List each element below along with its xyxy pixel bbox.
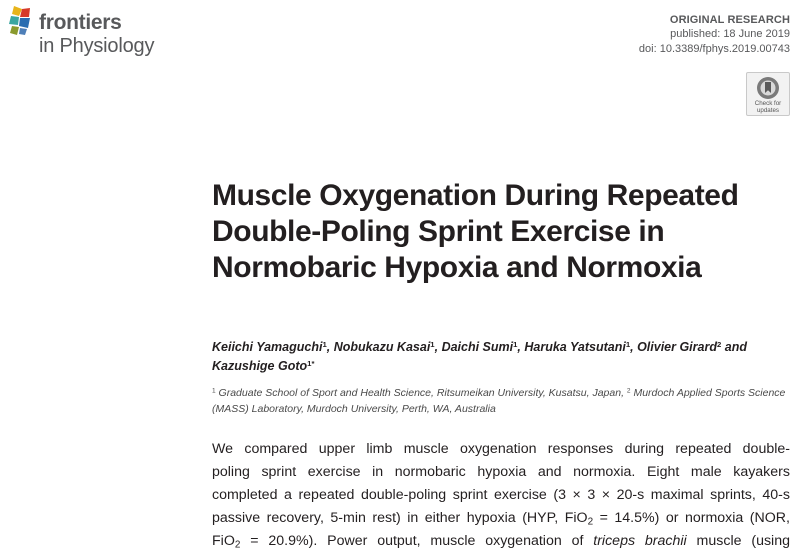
doi-link[interactable]: doi: 10.3389/fphys.2019.00743 [638, 43, 790, 55]
abstract-line: completed a repeated double-poling sprint exercise (3 × 3 × 20-s maximal sprints, 40-s [212, 487, 790, 503]
abstract [212, 438, 790, 553]
check-for-updates-button[interactable] [746, 72, 790, 116]
author-name[interactable]: Keiichi Yamaguchi [212, 340, 323, 354]
affiliation-text: Graduate School of Sport and Health Science, Ritsumeikan University, Kusatsu, Japan, [218, 387, 624, 399]
author-name[interactable]: Daichi Sumi [441, 340, 514, 354]
check-updates-label: Check for updates [754, 100, 782, 114]
abstract-line: FiO$_2$ = 20.9%). Power output, muscle oxygenation of triceps brachii muscle (using [212, 533, 790, 551]
affiliations: $^1$ Graduate School of Sport and Health Science, Ritsumeikan University, Kusatsu, Japan, $^2$ Murdoch Applied Sports Science (MASS) Laboratory, Murdoch University, Perth, WA, Australia [212, 387, 786, 415]
affiliation-text: Murdoch Applied Sports Science (MASS) Laboratory, Murdoch University, Perth, WA, Australia [212, 387, 786, 415]
published-date: published: 18 June 2019 [670, 28, 790, 40]
article-type: ORIGINAL RESEARCH [669, 14, 790, 26]
journal-logo[interactable] [8, 6, 183, 56]
journal-name-line1: frontiers [39, 11, 122, 34]
bookmark-circle-icon [756, 76, 780, 100]
author-name[interactable]: Olivier Girard [637, 340, 717, 354]
author-name[interactable]: Kazushige Goto [212, 359, 308, 373]
article-title: Muscle Oxygenation During Repeated Double-Poling Sprint Exercise in Normobaric Hypoxia and Normoxia [212, 179, 739, 284]
abstract-line: passive recovery, 5-min rest) in either hypoxia (HYP, FiO$_2$ = 14.5%) or normoxia (NOR, [212, 510, 790, 528]
author-name[interactable]: Haruka Yatsutani [524, 340, 626, 354]
author-list: Keiichi Yamaguchi$^1$, Nobukazu Kasai$^1$, Daichi Sumi$^1$, Haruka Yatsutani$^1$, Olivier Girard$^2$ and Kazushige Goto$^{1*}$ [212, 339, 747, 373]
abstract-line: poling sprint exercise in normobaric hypoxia and normoxia. Eight male kayakers [212, 464, 790, 480]
frontiers-logo-icon [8, 6, 36, 36]
author-name[interactable]: Nobukazu Kasai [333, 340, 431, 354]
journal-name-line2: in Physiology [39, 35, 155, 57]
abstract-line: We compared upper limb muscle oxygenation responses during repeated double- [212, 441, 790, 457]
article-meta [639, 13, 790, 57]
